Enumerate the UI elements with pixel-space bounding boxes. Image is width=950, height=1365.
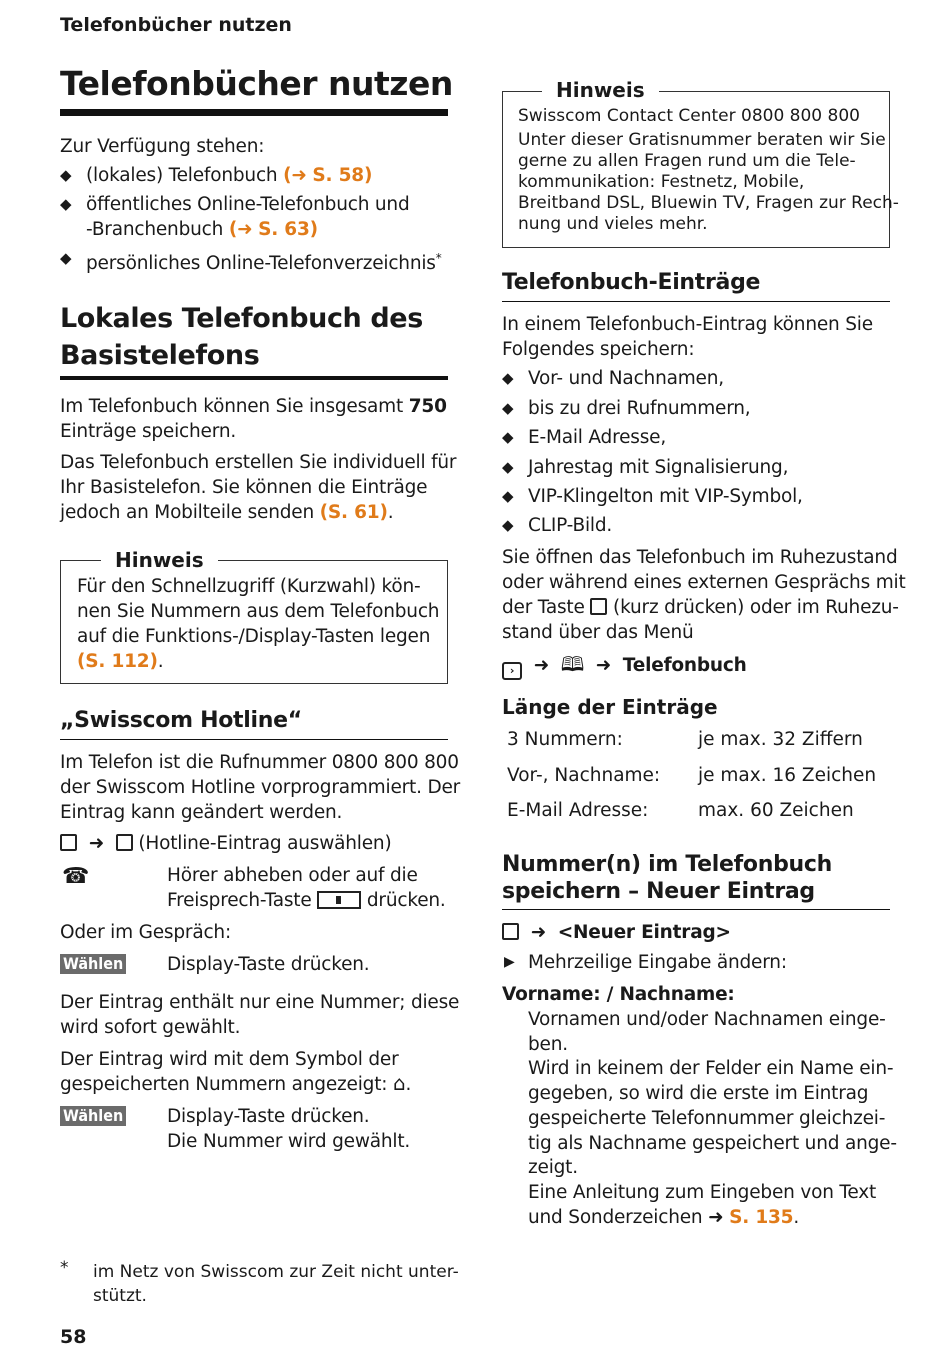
title-rule — [60, 109, 448, 116]
home-symbol-icon: ⌂ — [392, 1071, 406, 1095]
waehlen-softkey[interactable]: Wählen — [60, 954, 126, 974]
paragraph: Ihr Basistelefon. Sie können die Einträge — [60, 477, 428, 498]
paragraph: Eintrag kann geändert werden. — [60, 802, 343, 823]
section-rule — [60, 376, 448, 380]
store-title: speichern – Neuer Eintrag — [502, 879, 815, 904]
hint-text: gerne zu allen Fragen rund um die Tele- — [518, 151, 856, 171]
paragraph: Das Telefonbuch erstellen Sie individuell für — [60, 452, 457, 473]
paragraph: In einem Telefonbuch-Eintrag können Sie — [502, 314, 873, 335]
store-title: Nummer(n) im Telefonbuch — [502, 852, 832, 877]
hotline-title: „Swisscom Hotline“ — [60, 708, 302, 733]
section-rule — [502, 909, 890, 910]
paragraph: der Swisscom Hotline vorprogrammiert. Der — [60, 777, 461, 798]
arrow-icon: ➜ — [291, 165, 307, 186]
diamond-bullet-icon: ◆ — [60, 166, 72, 184]
triangle-bullet-icon: ▶ — [504, 954, 515, 970]
table-row: E-Mail Adresse: max. 60 Zeichen — [507, 800, 854, 821]
diamond-bullet-icon: ◆ — [60, 249, 72, 267]
instruction-line: ➜ (Hotline-Eintrag auswählen) — [60, 831, 391, 856]
hint-text: Für den Schnellzugriff (Kurzwahl) kön- — [77, 576, 421, 597]
field-description: gegeben, so wird die erste im Eintrag — [528, 1083, 869, 1104]
list-item: ◆ bis zu drei Rufnummern, — [502, 398, 751, 419]
phonebook-key-icon — [116, 834, 133, 851]
menu-path — [502, 652, 747, 680]
arrow-icon: ➜ — [595, 655, 612, 676]
paragraph: Im Telefon ist die Rufnummer 0800 800 800 — [60, 752, 459, 773]
page-reference[interactable]: (S. 112) — [77, 651, 158, 672]
hint-text: Swisscom Contact Center 0800 800 800 — [518, 106, 860, 126]
page-number: 58 — [60, 1326, 87, 1348]
instruction-text: Freisprech-Taste drücken. — [167, 890, 446, 911]
list-item — [60, 246, 442, 276]
diamond-bullet-icon: ◆ — [502, 369, 514, 387]
menu-key-icon: › — [502, 662, 522, 680]
field-description: zeigt. — [528, 1157, 578, 1178]
paragraph: Der Eintrag wird mit dem Symbol der — [60, 1049, 399, 1070]
footnote-text: im Netz von Swisscom zur Zeit nicht unter- — [93, 1262, 459, 1282]
paragraph: der Taste (kurz drücken) oder im Ruhezu- — [502, 597, 899, 618]
new-entry-option[interactable]: <Neuer Eintrag> — [557, 922, 731, 943]
instruction-line — [502, 920, 731, 945]
list-item: ◆ Vor- und Nachnamen, — [502, 368, 724, 389]
list-item: ◆ VIP-Klingelton mit VIP-Symbol, — [502, 486, 803, 507]
hint-text: auf die Funktions-/Display-Tasten legen — [77, 626, 431, 647]
diamond-bullet-icon: ◆ — [502, 458, 514, 476]
field-description: gespeicherte Telefonnummer gleichzei- — [528, 1108, 886, 1129]
list-item-text: persönliches Online-Telefonverzeichnis — [86, 253, 436, 275]
book-icon: 🕮 — [560, 652, 585, 676]
paragraph: oder während eines externen Gesprächs mit — [502, 572, 906, 593]
diamond-bullet-icon: ◆ — [502, 399, 514, 417]
footnote-text: stützt. — [93, 1286, 147, 1306]
arrow-icon: ➜ — [533, 655, 549, 676]
waehlen-softkey[interactable]: Wählen — [60, 1106, 126, 1126]
paragraph: Folgendes speichern: — [502, 339, 695, 360]
speaker-key-icon — [317, 891, 361, 909]
hint-text: (S. 112). — [77, 651, 164, 672]
section-rule — [502, 301, 890, 302]
footnote-marker: * — [60, 1258, 69, 1278]
phonebook-key-icon — [590, 598, 607, 615]
paragraph: Im Telefonbuch können Sie insgesamt 750 — [60, 396, 447, 417]
arrow-icon: ➜ — [530, 922, 546, 943]
list-item-continuation: -Branchenbuch (➜ S. 63) — [86, 219, 318, 240]
hint-title: Hinweis — [542, 78, 659, 102]
paragraph: wird sofort gewählt. — [60, 1017, 241, 1038]
instruction-text: Die Nummer wird gewählt. — [167, 1131, 411, 1152]
hint-text: Breitband DSL, Bluewin TV, Fragen zur Rech- — [518, 193, 899, 213]
length-title: Länge der Einträge — [502, 695, 718, 719]
instruction-text: Display-Taste drücken. — [167, 954, 370, 975]
list-item — [60, 192, 410, 217]
field-label: Vorname: / Nachname: — [502, 984, 735, 1005]
instruction-text: Mehrzeilige Eingabe ändern: — [528, 952, 787, 973]
paragraph: Oder im Gespräch: — [60, 922, 231, 943]
footnote-marker: * — [435, 251, 442, 265]
table-row: 3 Nummern: je max. 32 Ziffern — [507, 729, 863, 750]
intro-text: Zur Verfügung stehen: — [60, 136, 265, 157]
page-reference[interactable]: S. 58 — [312, 165, 364, 186]
arrow-icon: ➜ — [88, 833, 104, 854]
hint-title: Hinweis — [101, 548, 218, 572]
hint-text: nung und vieles mehr. — [518, 214, 708, 234]
paragraph: Der Eintrag enthält nur eine Nummer; diese — [60, 992, 460, 1013]
hint-text: kommunikation: Festnetz, Mobile, — [518, 172, 805, 192]
entries-title: Telefonbuch-Einträge — [502, 270, 761, 295]
field-description: ben. — [528, 1034, 568, 1055]
phonebook-key-icon — [502, 923, 519, 940]
diamond-bullet-icon: ◆ — [502, 428, 514, 446]
hint-text: Unter dieser Gratisnummer beraten wir Sie — [518, 130, 886, 150]
list-item: ◆ (lokales) Telefonbuch (➜ S. 58) — [60, 165, 373, 186]
running-head: Telefonbücher nutzen — [60, 14, 292, 36]
list-item-text: (lokales) Telefonbuch — [86, 165, 278, 186]
field-description: tig als Nachname gespeichert und ange- — [528, 1133, 897, 1154]
diamond-bullet-icon: ◆ — [60, 195, 72, 213]
page-reference[interactable]: S. 63 — [258, 219, 310, 240]
page-title: Telefonbücher nutzen — [60, 64, 453, 103]
diamond-bullet-icon: ◆ — [502, 516, 514, 534]
field-description: Eine Anleitung zum Eingeben von Text — [528, 1182, 877, 1203]
list-item: ◆ E-Mail Adresse, — [502, 427, 667, 448]
page-reference[interactable]: (S. 61) — [319, 502, 388, 523]
instruction-text: Hörer abheben oder auf die — [167, 865, 418, 886]
paragraph: stand über das Menü — [502, 622, 694, 643]
section-title-local-1: Lokales Telefonbuch des — [60, 303, 423, 334]
phonebook-key-icon — [60, 834, 77, 851]
paragraph: gespeicherten Nummern angezeigt: ⌂. — [60, 1071, 412, 1095]
menu-item-telefonbuch[interactable]: Telefonbuch — [622, 655, 747, 676]
page-reference[interactable]: S. 135 — [729, 1207, 794, 1228]
list-item-text: öffentliches Online-Telefonbuch und — [86, 194, 410, 215]
arrow-icon: ➜ — [237, 219, 253, 240]
instruction-text: Display-Taste drücken. — [167, 1106, 370, 1127]
field-description: Wird in keinem der Felder ein Name ein- — [528, 1058, 894, 1079]
list-item: ◆ CLIP-Bild. — [502, 515, 613, 536]
arrow-icon: ➜ — [708, 1207, 724, 1228]
section-rule — [60, 739, 448, 740]
paragraph: jedoch an Mobilteile senden (S. 61). — [60, 502, 394, 523]
table-row: Vor-, Nachname: je max. 16 Zeichen — [507, 764, 877, 786]
field-description: Vornamen und/oder Nachnamen einge- — [528, 1009, 886, 1030]
paragraph: Einträge speichern. — [60, 421, 237, 442]
paragraph: Sie öffnen das Telefonbuch im Ruhezustand — [502, 547, 898, 568]
field-description: und Sonderzeichen ➜ S. 135. — [528, 1207, 800, 1228]
handset-icon: ☎ — [62, 864, 90, 889]
diamond-bullet-icon: ◆ — [502, 487, 514, 505]
list-item: ◆ Jahrestag mit Signalisierung, — [502, 457, 789, 478]
hint-text: nen Sie Nummern aus dem Telefonbuch — [77, 601, 440, 622]
section-title-local-2: Basistelefons — [60, 340, 260, 371]
length-table — [507, 727, 876, 834]
